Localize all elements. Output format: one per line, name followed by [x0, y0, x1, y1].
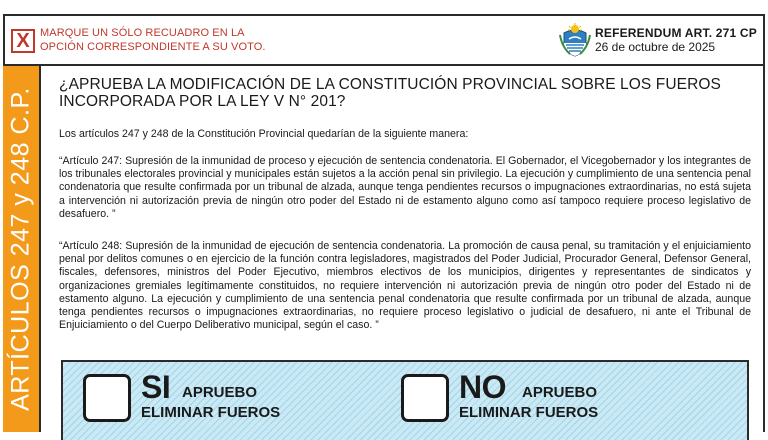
- instruction-line-2: OPCIÓN CORRESPONDIENTE A SU VOTO.: [40, 41, 266, 53]
- articles-intro: Los artículos 247 y 248 de la Constitución Provincial quedarían de la siguiente manera:: [59, 128, 469, 140]
- si-checkbox[interactable]: [83, 374, 131, 422]
- vote-panel: [61, 360, 749, 440]
- article-247-text: “Artículo 247: Supresión de la inmunidad de proceso y ejecución de sentencia condenatoria. El Gobernador, el Vicegobernador y los integrantes de los tribunales electorales provincial y municipales están sujetos a la acción penal sin privilegio. La ejecución y cumplimiento de una sentencia penal condenatoria que resulte confirmada por un tribunal de alzada, aunque tenga pendientes recursos o impugnaciones extraordinarias, no está sujeta a intervención ni autorización previa de ningún otro poder del Estado ni de estamento alguno como así tampoco requiere proceso legislativo de desafuero. ”: [59, 155, 751, 220]
- side-bar-divider: [39, 66, 41, 432]
- si-eliminate-text: ELIMINAR FUEROS: [141, 404, 281, 421]
- si-approve-text: APRUEBO: [182, 384, 258, 401]
- articles-side-label: ARTÍCULOS 247 y 248 C.P.: [6, 87, 35, 411]
- header-divider: [3, 64, 765, 66]
- provincial-coat-of-arms-icon: [558, 23, 592, 57]
- x-mark-icon: X: [11, 29, 35, 53]
- referendum-question: ¿APRUEBA LA MODIFICACIÓN DE LA CONSTITUCIÓN PROVINCIAL SOBRE LOS FUEROS INCORPORADA POR LA LEY V N° 201?: [59, 76, 721, 110]
- si-label: SI: [141, 369, 171, 405]
- voting-instruction: [40, 26, 300, 54]
- instruction-line-1: MARQUE UN SÓLO RECUADRO EN LA: [40, 27, 245, 39]
- referendum-date: 26 de octubre de 2025: [595, 40, 716, 54]
- no-checkbox[interactable]: [401, 374, 449, 422]
- no-approve-text: APRUEBO: [522, 384, 598, 401]
- no-eliminate-text: ELIMINAR FUEROS: [459, 404, 599, 421]
- referendum-title: REFERENDUM ART. 271 CP: [595, 26, 757, 40]
- no-label: NO: [459, 369, 506, 405]
- article-248-text: “Artículo 248: Supresión de la inmunidad de ejecución de sentencia condenatoria. La promoción de causa penal, su tramitación y el enjuiciamiento penal por delitos comunes o en ejercicio de la función contra legisladores, magistrados del Poder Judicial, Procurador General, Defensor General, fiscales, defensores, ministros del Poder Ejecutivo, miembros electivos de los municipios, dirigentes y representantes de sindicatos y organizaciones gremiales legítimamente constituidos, no requiere intervención ni autorización previa de ningún otro poder del Estado ni de estamento alguno. La ejecución y cumplimiento de una sentencia penal condenatoria que resulte confirmada por un tribunal de alzada, aunque tenga pendientes recursos o impugnaciones extraordinarias, no requiere proceso legislativo o judicial de desafuero, ni ante el Tribunal de Enjuiciamiento o del Cuerpo Deliberativo municipal, según el caso. ”: [59, 240, 751, 332]
